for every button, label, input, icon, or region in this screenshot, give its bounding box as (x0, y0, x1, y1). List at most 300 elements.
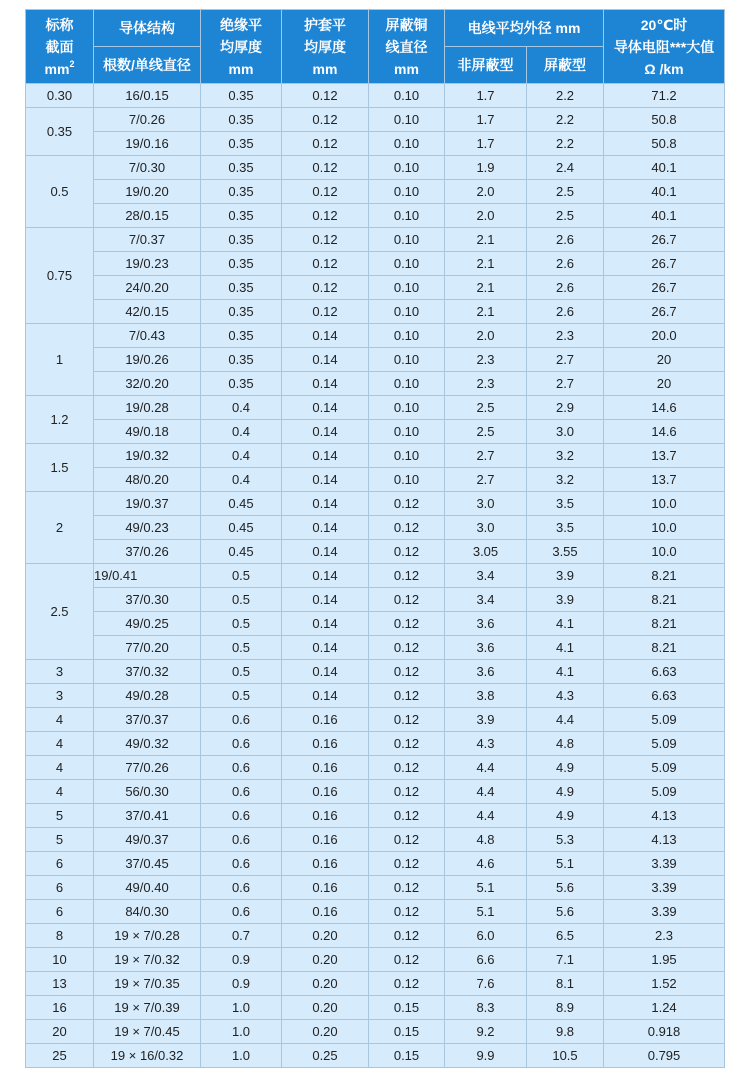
resistance-cell: 3.39 (604, 852, 725, 876)
header-shield-line1: 屏蔽铜 (385, 16, 428, 33)
shield-cell: 0.12 (369, 636, 445, 660)
area-cell: 4 (26, 756, 94, 780)
resistance-cell: 5.09 (604, 732, 725, 756)
insulation-cell: 1.0 (201, 996, 282, 1020)
table-body (26, 84, 725, 1068)
table-row (26, 540, 725, 564)
structure-cell: 37/0.30 (94, 588, 201, 612)
structure-cell: 16/0.15 (94, 84, 201, 108)
table-row (26, 804, 725, 828)
od-shielded-cell: 7.1 (527, 948, 604, 972)
header-structure: 导体结构 (94, 10, 201, 47)
resistance-cell: 3.39 (604, 876, 725, 900)
shield-cell: 0.12 (369, 684, 445, 708)
area-cell: 6 (26, 852, 94, 876)
insulation-cell: 0.35 (201, 300, 282, 324)
insulation-cell: 0.6 (201, 876, 282, 900)
area-cell: 6 (26, 900, 94, 924)
od-unshielded-cell: 3.0 (445, 492, 527, 516)
sheath-cell: 0.12 (282, 276, 369, 300)
od-unshielded-cell: 3.4 (445, 564, 527, 588)
header-area-unit-sup: 2 (69, 58, 75, 69)
resistance-cell: 1.52 (604, 972, 725, 996)
table-row (26, 1020, 725, 1044)
table-row (26, 156, 725, 180)
sheath-cell: 0.14 (282, 660, 369, 684)
header-area (26, 10, 94, 84)
shield-cell: 0.12 (369, 900, 445, 924)
sheath-cell: 0.14 (282, 444, 369, 468)
shield-cell: 0.10 (369, 84, 445, 108)
table-row (26, 492, 725, 516)
resistance-cell: 26.7 (604, 252, 725, 276)
area-cell: 0.5 (26, 156, 94, 228)
structure-cell: 19/0.20 (94, 180, 201, 204)
shield-cell: 0.12 (369, 780, 445, 804)
shield-cell: 0.12 (369, 756, 445, 780)
insulation-cell: 0.35 (201, 180, 282, 204)
structure-cell: 7/0.43 (94, 324, 201, 348)
shield-cell: 0.15 (369, 996, 445, 1020)
structure-cell: 19 × 7/0.39 (94, 996, 201, 1020)
insulation-cell: 0.6 (201, 900, 282, 924)
table-row (26, 828, 725, 852)
table-row (26, 108, 725, 132)
structure-cell: 37/0.32 (94, 660, 201, 684)
header-resistance-line2: 导体电阻***大值 (613, 38, 715, 55)
area-cell: 3 (26, 660, 94, 684)
resistance-cell: 5.09 (604, 756, 725, 780)
sheath-cell: 0.16 (282, 828, 369, 852)
od-unshielded-cell: 1.7 (445, 108, 527, 132)
resistance-cell: 14.6 (604, 396, 725, 420)
sheath-cell: 0.12 (282, 300, 369, 324)
insulation-cell: 0.5 (201, 588, 282, 612)
resistance-cell: 40.1 (604, 204, 725, 228)
shield-cell: 0.10 (369, 444, 445, 468)
shield-cell: 0.10 (369, 276, 445, 300)
area-cell: 0.30 (26, 84, 94, 108)
resistance-cell: 40.1 (604, 156, 725, 180)
shield-cell: 0.10 (369, 348, 445, 372)
insulation-cell: 0.4 (201, 468, 282, 492)
insulation-cell: 0.35 (201, 132, 282, 156)
header-resistance-unit: Ω /km (644, 60, 684, 77)
insulation-cell: 1.0 (201, 1020, 282, 1044)
shield-cell: 0.10 (369, 324, 445, 348)
od-shielded-cell: 3.5 (527, 516, 604, 540)
od-unshielded-cell: 4.4 (445, 780, 527, 804)
od-unshielded-cell: 4.3 (445, 732, 527, 756)
resistance-cell: 50.8 (604, 132, 725, 156)
table-row (26, 228, 725, 252)
od-unshielded-cell: 2.7 (445, 468, 527, 492)
table-row (26, 588, 725, 612)
table-row (26, 564, 725, 588)
shield-cell: 0.10 (369, 372, 445, 396)
table-row (26, 132, 725, 156)
od-shielded-cell: 2.9 (527, 396, 604, 420)
shield-cell: 0.12 (369, 564, 445, 588)
structure-cell: 49/0.40 (94, 876, 201, 900)
resistance-cell: 14.6 (604, 420, 725, 444)
insulation-cell: 0.35 (201, 84, 282, 108)
header-od-shielded: 屏蔽型 (527, 47, 604, 84)
area-cell: 2 (26, 492, 94, 564)
insulation-cell: 0.35 (201, 108, 282, 132)
shield-cell: 0.10 (369, 132, 445, 156)
od-unshielded-cell: 3.6 (445, 612, 527, 636)
structure-cell: 37/0.26 (94, 540, 201, 564)
structure-cell: 19 × 7/0.28 (94, 924, 201, 948)
resistance-cell: 4.13 (604, 804, 725, 828)
od-unshielded-cell: 3.6 (445, 636, 527, 660)
od-unshielded-cell: 2.1 (445, 300, 527, 324)
od-shielded-cell: 8.1 (527, 972, 604, 996)
od-unshielded-cell: 2.5 (445, 396, 527, 420)
sheath-cell: 0.14 (282, 492, 369, 516)
sheath-cell: 0.12 (282, 252, 369, 276)
insulation-cell: 0.35 (201, 348, 282, 372)
od-shielded-cell: 4.4 (527, 708, 604, 732)
structure-cell: 24/0.20 (94, 276, 201, 300)
od-shielded-cell: 10.5 (527, 1044, 604, 1068)
od-shielded-cell: 8.9 (527, 996, 604, 1020)
resistance-cell: 1.95 (604, 948, 725, 972)
od-unshielded-cell: 2.3 (445, 348, 527, 372)
resistance-cell: 8.21 (604, 612, 725, 636)
area-cell: 10 (26, 948, 94, 972)
insulation-cell: 0.6 (201, 828, 282, 852)
table-row (26, 780, 725, 804)
od-shielded-cell: 2.6 (527, 252, 604, 276)
table-row (26, 348, 725, 372)
resistance-cell: 4.13 (604, 828, 725, 852)
shield-cell: 0.12 (369, 540, 445, 564)
od-shielded-cell: 9.8 (527, 1020, 604, 1044)
od-shielded-cell: 3.2 (527, 444, 604, 468)
od-shielded-cell: 4.3 (527, 684, 604, 708)
od-unshielded-cell: 8.3 (445, 996, 527, 1020)
od-shielded-cell: 3.55 (527, 540, 604, 564)
structure-cell: 77/0.20 (94, 636, 201, 660)
structure-cell: 37/0.41 (94, 804, 201, 828)
resistance-cell: 50.8 (604, 108, 725, 132)
sheath-cell: 0.16 (282, 900, 369, 924)
wire-spec-table (25, 9, 725, 1068)
table-row (26, 372, 725, 396)
header-insulation-line1: 绝缘平 (220, 16, 262, 33)
area-cell: 6 (26, 876, 94, 900)
od-unshielded-cell: 4.4 (445, 804, 527, 828)
structure-cell: 19/0.37 (94, 492, 201, 516)
area-cell: 16 (26, 996, 94, 1020)
header-area-line1: 标称 (45, 16, 74, 33)
insulation-cell: 0.45 (201, 516, 282, 540)
structure-cell: 7/0.26 (94, 108, 201, 132)
structure-cell: 56/0.30 (94, 780, 201, 804)
od-unshielded-cell: 2.0 (445, 204, 527, 228)
structure-cell: 7/0.37 (94, 228, 201, 252)
header-structure-sub: 根数/单线直径 (94, 47, 201, 84)
structure-cell: 19/0.32 (94, 444, 201, 468)
resistance-cell: 0.795 (604, 1044, 725, 1068)
structure-cell: 32/0.20 (94, 372, 201, 396)
structure-cell: 49/0.28 (94, 684, 201, 708)
header-resistance-line1: 20℃时 (640, 16, 688, 33)
table-row (26, 996, 725, 1020)
insulation-cell: 0.5 (201, 612, 282, 636)
od-unshielded-cell: 2.5 (445, 420, 527, 444)
area-cell: 8 (26, 924, 94, 948)
table-row (26, 1044, 725, 1068)
table-row (26, 900, 725, 924)
od-unshielded-cell: 2.1 (445, 228, 527, 252)
insulation-cell: 0.35 (201, 276, 282, 300)
table-row (26, 180, 725, 204)
insulation-cell: 0.6 (201, 804, 282, 828)
table-row (26, 84, 725, 108)
insulation-cell: 0.4 (201, 420, 282, 444)
insulation-cell: 0.5 (201, 660, 282, 684)
table-row (26, 204, 725, 228)
od-shielded-cell: 2.3 (527, 324, 604, 348)
sheath-cell: 0.16 (282, 708, 369, 732)
structure-cell: 37/0.37 (94, 708, 201, 732)
table-row (26, 972, 725, 996)
insulation-cell: 1.0 (201, 1044, 282, 1068)
structure-cell: 48/0.20 (94, 468, 201, 492)
sheath-cell: 0.12 (282, 156, 369, 180)
sheath-cell: 0.12 (282, 180, 369, 204)
table-row (26, 684, 725, 708)
resistance-cell: 71.2 (604, 84, 725, 108)
shield-cell: 0.12 (369, 924, 445, 948)
insulation-cell: 0.45 (201, 540, 282, 564)
sheath-cell: 0.20 (282, 948, 369, 972)
sheath-cell: 0.14 (282, 612, 369, 636)
od-unshielded-cell: 1.7 (445, 84, 527, 108)
structure-cell: 19/0.41 (94, 564, 201, 588)
resistance-cell: 0.918 (604, 1020, 725, 1044)
area-cell: 4 (26, 780, 94, 804)
shield-cell: 0.12 (369, 852, 445, 876)
od-unshielded-cell: 7.6 (445, 972, 527, 996)
od-unshielded-cell: 3.9 (445, 708, 527, 732)
od-shielded-cell: 2.4 (527, 156, 604, 180)
insulation-cell: 0.6 (201, 756, 282, 780)
area-cell: 5 (26, 804, 94, 828)
table-row (26, 660, 725, 684)
resistance-cell: 5.09 (604, 708, 725, 732)
structure-cell: 19/0.16 (94, 132, 201, 156)
structure-cell: 49/0.32 (94, 732, 201, 756)
structure-cell: 84/0.30 (94, 900, 201, 924)
table-row (26, 756, 725, 780)
header-area-line2: 截面 (45, 38, 74, 55)
insulation-cell: 0.35 (201, 252, 282, 276)
sheath-cell: 0.12 (282, 132, 369, 156)
structure-cell: 42/0.15 (94, 300, 201, 324)
insulation-cell: 0.35 (201, 372, 282, 396)
structure-cell: 49/0.37 (94, 828, 201, 852)
header-od-unshielded: 非屏蔽型 (445, 47, 527, 84)
area-cell: 20 (26, 1020, 94, 1044)
od-unshielded-cell: 3.4 (445, 588, 527, 612)
structure-cell: 77/0.26 (94, 756, 201, 780)
resistance-cell: 2.3 (604, 924, 725, 948)
table-row (26, 852, 725, 876)
od-shielded-cell: 2.5 (527, 180, 604, 204)
header-shield (369, 10, 445, 84)
od-shielded-cell: 5.3 (527, 828, 604, 852)
od-unshielded-cell: 5.1 (445, 900, 527, 924)
sheath-cell: 0.14 (282, 540, 369, 564)
sheath-cell: 0.14 (282, 684, 369, 708)
insulation-cell: 0.4 (201, 444, 282, 468)
structure-cell: 19/0.28 (94, 396, 201, 420)
area-cell: 4 (26, 732, 94, 756)
shield-cell: 0.12 (369, 660, 445, 684)
insulation-cell: 0.5 (201, 684, 282, 708)
structure-cell: 7/0.30 (94, 156, 201, 180)
header-outer-diameter: 电线平均外径 mm (445, 10, 604, 47)
resistance-cell: 13.7 (604, 444, 725, 468)
resistance-cell: 20.0 (604, 324, 725, 348)
resistance-cell: 20 (604, 372, 725, 396)
od-unshielded-cell: 2.0 (445, 180, 527, 204)
sheath-cell: 0.16 (282, 852, 369, 876)
od-unshielded-cell: 3.6 (445, 660, 527, 684)
shield-cell: 0.10 (369, 468, 445, 492)
header-shield-unit: mm (394, 60, 419, 77)
resistance-cell: 6.63 (604, 684, 725, 708)
table-row (26, 468, 725, 492)
od-shielded-cell: 4.8 (527, 732, 604, 756)
od-unshielded-cell: 2.7 (445, 444, 527, 468)
sheath-cell: 0.12 (282, 108, 369, 132)
resistance-cell: 20 (604, 348, 725, 372)
sheath-cell: 0.16 (282, 804, 369, 828)
resistance-cell: 5.09 (604, 780, 725, 804)
od-shielded-cell: 2.6 (527, 276, 604, 300)
table-row (26, 948, 725, 972)
table-row (26, 396, 725, 420)
resistance-cell: 10.0 (604, 516, 725, 540)
structure-cell: 49/0.25 (94, 612, 201, 636)
resistance-cell: 26.7 (604, 276, 725, 300)
od-unshielded-cell: 4.8 (445, 828, 527, 852)
shield-cell: 0.12 (369, 516, 445, 540)
insulation-cell: 0.9 (201, 948, 282, 972)
sheath-cell: 0.14 (282, 468, 369, 492)
header-sheath-line1: 护套平 (304, 16, 346, 33)
shield-cell: 0.12 (369, 876, 445, 900)
header-resistance (604, 10, 725, 84)
shield-cell: 0.10 (369, 204, 445, 228)
od-shielded-cell: 5.1 (527, 852, 604, 876)
table-row (26, 324, 725, 348)
area-cell: 1.5 (26, 444, 94, 492)
od-unshielded-cell: 9.2 (445, 1020, 527, 1044)
od-shielded-cell: 3.9 (527, 588, 604, 612)
insulation-cell: 0.5 (201, 636, 282, 660)
shield-cell: 0.10 (369, 228, 445, 252)
area-cell: 13 (26, 972, 94, 996)
insulation-cell: 0.5 (201, 564, 282, 588)
insulation-cell: 0.4 (201, 396, 282, 420)
insulation-cell: 0.35 (201, 204, 282, 228)
structure-cell: 19 × 7/0.32 (94, 948, 201, 972)
od-shielded-cell: 4.1 (527, 612, 604, 636)
resistance-cell: 10.0 (604, 540, 725, 564)
shield-cell: 0.10 (369, 156, 445, 180)
od-unshielded-cell: 6.0 (445, 924, 527, 948)
od-unshielded-cell: 4.4 (445, 756, 527, 780)
sheath-cell: 0.14 (282, 588, 369, 612)
header-sheath-unit: mm (312, 60, 338, 77)
resistance-cell: 40.1 (604, 180, 725, 204)
table-row (26, 732, 725, 756)
sheath-cell: 0.20 (282, 1020, 369, 1044)
od-shielded-cell: 2.2 (527, 108, 604, 132)
sheath-cell: 0.14 (282, 396, 369, 420)
table-row (26, 300, 725, 324)
resistance-cell: 13.7 (604, 468, 725, 492)
sheath-cell: 0.14 (282, 564, 369, 588)
od-unshielded-cell: 6.6 (445, 948, 527, 972)
header-insulation (201, 10, 282, 84)
od-unshielded-cell: 2.1 (445, 276, 527, 300)
insulation-cell: 0.6 (201, 780, 282, 804)
od-shielded-cell: 2.2 (527, 84, 604, 108)
table-row (26, 612, 725, 636)
structure-cell: 19 × 7/0.35 (94, 972, 201, 996)
structure-cell: 19 × 16/0.32 (94, 1044, 201, 1068)
insulation-cell: 0.6 (201, 708, 282, 732)
od-shielded-cell: 2.6 (527, 300, 604, 324)
insulation-cell: 0.35 (201, 324, 282, 348)
structure-cell: 49/0.18 (94, 420, 201, 444)
od-unshielded-cell: 9.9 (445, 1044, 527, 1068)
od-shielded-cell: 2.5 (527, 204, 604, 228)
table-header (26, 10, 725, 84)
area-cell: 3 (26, 684, 94, 708)
table-row (26, 276, 725, 300)
sheath-cell: 0.25 (282, 1044, 369, 1068)
spec-table-container (25, 9, 725, 1068)
structure-cell: 19/0.23 (94, 252, 201, 276)
sheath-cell: 0.14 (282, 420, 369, 444)
resistance-cell: 10.0 (604, 492, 725, 516)
table-row (26, 252, 725, 276)
od-shielded-cell: 4.9 (527, 756, 604, 780)
table-row (26, 924, 725, 948)
sheath-cell: 0.20 (282, 996, 369, 1020)
od-unshielded-cell: 5.1 (445, 876, 527, 900)
area-cell: 1 (26, 324, 94, 396)
od-shielded-cell: 5.6 (527, 876, 604, 900)
shield-cell: 0.10 (369, 108, 445, 132)
structure-cell: 37/0.45 (94, 852, 201, 876)
insulation-cell: 0.6 (201, 732, 282, 756)
od-shielded-cell: 3.2 (527, 468, 604, 492)
shield-cell: 0.12 (369, 804, 445, 828)
header-area-unit: mm (44, 60, 70, 77)
shield-cell: 0.12 (369, 732, 445, 756)
resistance-cell: 8.21 (604, 636, 725, 660)
sheath-cell: 0.14 (282, 372, 369, 396)
